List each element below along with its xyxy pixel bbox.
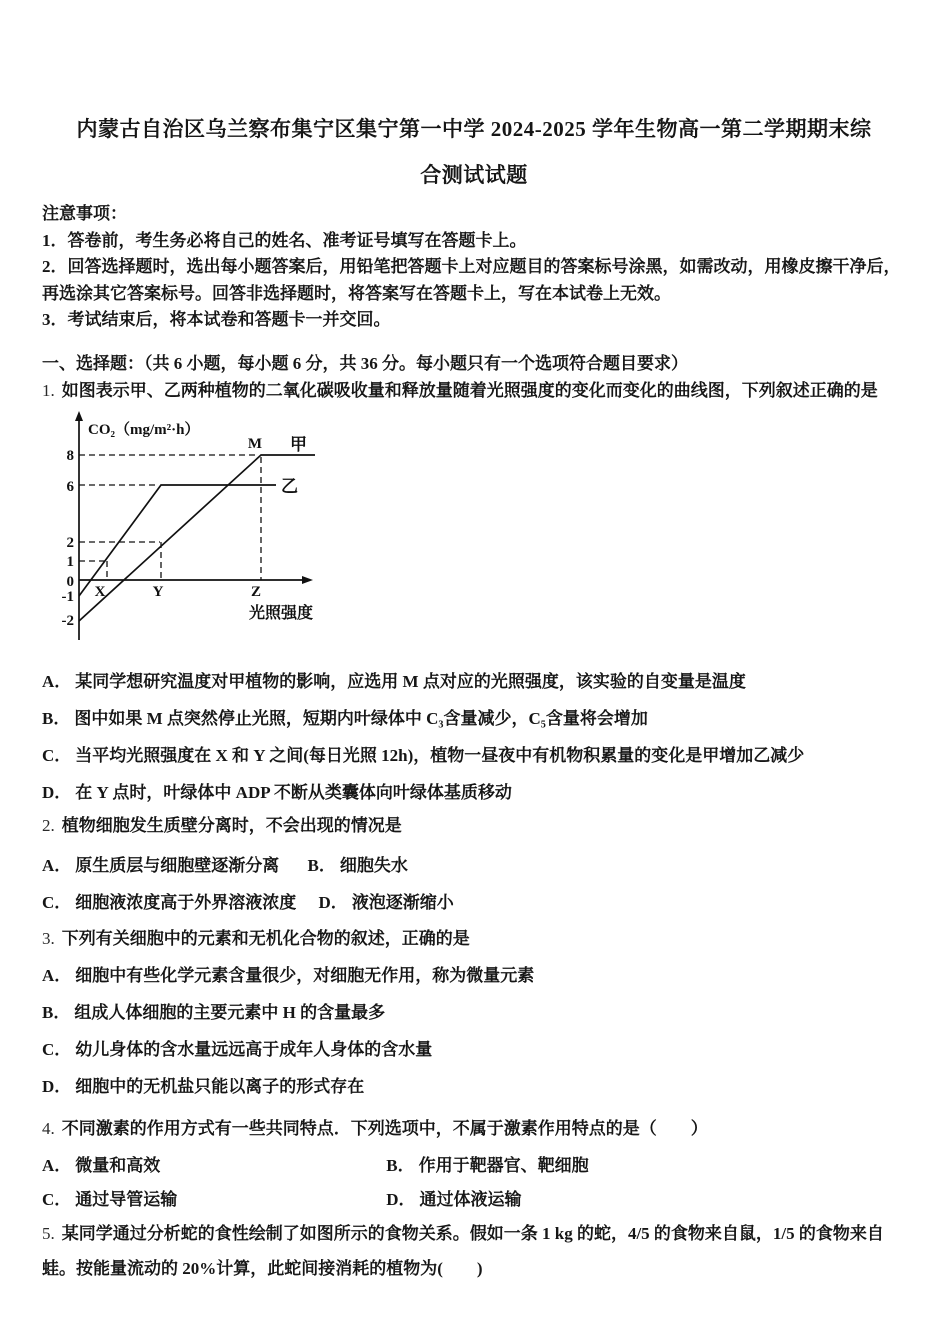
question-2-option-d: D． 液泡逐渐缩小 xyxy=(318,892,454,912)
notice-item-3: 3．考试结束后，将本试卷和答题卡一并交回。 xyxy=(42,310,391,329)
question-2 xyxy=(42,812,906,839)
x-tick-labels xyxy=(95,584,261,600)
question-2-options-ab xyxy=(42,856,906,876)
page-title-line2: 合测试试题 xyxy=(420,163,528,187)
y-axis-arrow-icon xyxy=(75,411,83,421)
notice-item-1: 1．答卷前，考生务必将自己的姓名、准考证号填写在答题卡上。 xyxy=(42,230,527,250)
co2-light-intensity-chart xyxy=(54,410,359,647)
section-heading: 一、选择题：（共 6 小题，每小题 6 分，共 36 分。每小题只有一个选项符合题目要求） xyxy=(42,353,688,373)
dashed-guides xyxy=(79,455,261,580)
page-title-line1: 内蒙古自治区乌兰察布集宁区集宁第一中学 2024-2025 学年生物高一第二学期期末综 xyxy=(76,117,872,141)
question-1-number: 1. xyxy=(42,380,55,400)
svg-text:Y: Y xyxy=(152,583,164,600)
series-jia-line xyxy=(79,455,315,621)
question-3-option-d: D． 细胞中的无机盐只能以离子的形式存在 xyxy=(42,1076,365,1096)
notice-section xyxy=(42,201,906,334)
question-3-text: 下列有关细胞中的元素和无机化合物的叙述，正确的是 xyxy=(61,928,470,948)
svg-text:-2: -2 xyxy=(61,612,74,629)
question-5 xyxy=(42,1216,906,1286)
question-4-number: 4. xyxy=(42,1118,55,1138)
question-1-text: 如图表示甲、乙两种植物的二氧化碳吸收量和释放量随着光照强度的变化而变化的曲线图，下列叙述正确的是 xyxy=(61,380,878,400)
question-1-option-c: C． 当平均光照强度在 X 和 Y 之间(每日光照 12h)，植物一昼夜中有机物积累量的变化是甲增加乙减少 xyxy=(42,745,805,765)
question-3-option-b: B． 组成人体细胞的主要元素中 H 的含量最多 xyxy=(42,1002,386,1022)
question-2-options-cd xyxy=(42,893,906,913)
svg-text:0: 0 xyxy=(66,573,74,590)
question-2-number: 2. xyxy=(42,815,55,835)
y-tick-labels xyxy=(62,448,75,629)
y-axis-label: CO₂（mg/m²·h） xyxy=(88,421,200,438)
svg-text:6: 6 xyxy=(66,478,74,495)
question-4-option-a: A． 微量和高效 xyxy=(42,1155,161,1175)
question-4-option-c: C． 通过导管运输 xyxy=(42,1189,178,1209)
notice-item-2: 2．回答选择题时，选出每小题答案后，用铅笔把答题卡上对应题目的答案标号涂黑，如需改动，用橡皮擦干净后，再选涂其它答案标号。回答非选择题时，将答案写在答题卡上，写在本试卷上无效。 xyxy=(42,257,901,303)
question-3-option-a: A． 细胞中有些化学元素含量很少，对细胞无作用，称为微量元素 xyxy=(42,965,535,985)
question-4-option-b: B． 作用于靶器官、靶细胞 xyxy=(386,1155,589,1175)
svg-text:8: 8 xyxy=(66,447,74,464)
question-3-option-c: C． 幼儿身体的含水量远远高于成年人身体的含水量 xyxy=(42,1039,433,1059)
svg-text:1: 1 xyxy=(66,553,74,570)
question-2-text: 植物细胞发生质壁分离时，不会出现的情况是 xyxy=(61,815,402,835)
svg-text:2: 2 xyxy=(66,534,74,551)
question-3-number: 3. xyxy=(42,928,55,948)
question-4-options-ab xyxy=(42,1156,906,1176)
question-4 xyxy=(42,1115,906,1142)
page-title xyxy=(42,0,906,198)
svg-text:X: X xyxy=(94,583,106,600)
series-yi-label: 乙 xyxy=(281,476,298,496)
question-5-number: 5. xyxy=(42,1223,55,1243)
question-1-option-d: D． 在 Y 点时，叶绿体中 ADP 不断从类囊体向叶绿体基质移动 xyxy=(42,782,512,802)
question-4-options-cd xyxy=(42,1190,906,1210)
question-2-option-a: A． 原生质层与细胞壁逐渐分离 xyxy=(42,855,280,875)
question-2-option-b: B． 细胞失水 xyxy=(307,855,408,875)
question-1 xyxy=(42,377,906,404)
question-2-option-c: C． 细胞液浓度高于外界溶液浓度 xyxy=(42,892,297,912)
question-5-text: 某同学通过分析蛇的食性绘制了如图所示的食物关系。假如一条 1 kg 的蛇，4/5 的食物来自鼠，1/5 的食物来自蛙。按能量流动的 20%计算，此蛇间接消耗的植物为( ) xyxy=(42,1223,884,1278)
question-4-option-d: D． 通过体液运输 xyxy=(386,1189,522,1209)
question-1-option-b: B． 图中如果 M 点突然停止光照，短期内叶绿体中 C₃含量减少，C₅含量将会增加 xyxy=(42,708,648,728)
chart-svg xyxy=(54,410,359,647)
question-4-text: 不同激素的作用方式有一些共同特点．下列选项中，不属于激素作用特点的是（ ） xyxy=(61,1118,708,1138)
svg-text:-1: -1 xyxy=(61,588,74,605)
series-jia-label: 甲 xyxy=(290,434,307,454)
notice-heading: 注意事项： xyxy=(42,204,127,223)
x-axis-arrow-icon xyxy=(302,576,313,584)
question-1-option-a: A． 某同学想研究温度对甲植物的影响，应选用 M 点对应的光照强度，该实验的自变量是温度 xyxy=(42,671,746,691)
svg-text:Z: Z xyxy=(250,583,262,600)
point-m-label: M xyxy=(247,435,263,452)
x-axis-label: 光照强度 xyxy=(249,604,314,622)
question-3 xyxy=(42,925,906,952)
